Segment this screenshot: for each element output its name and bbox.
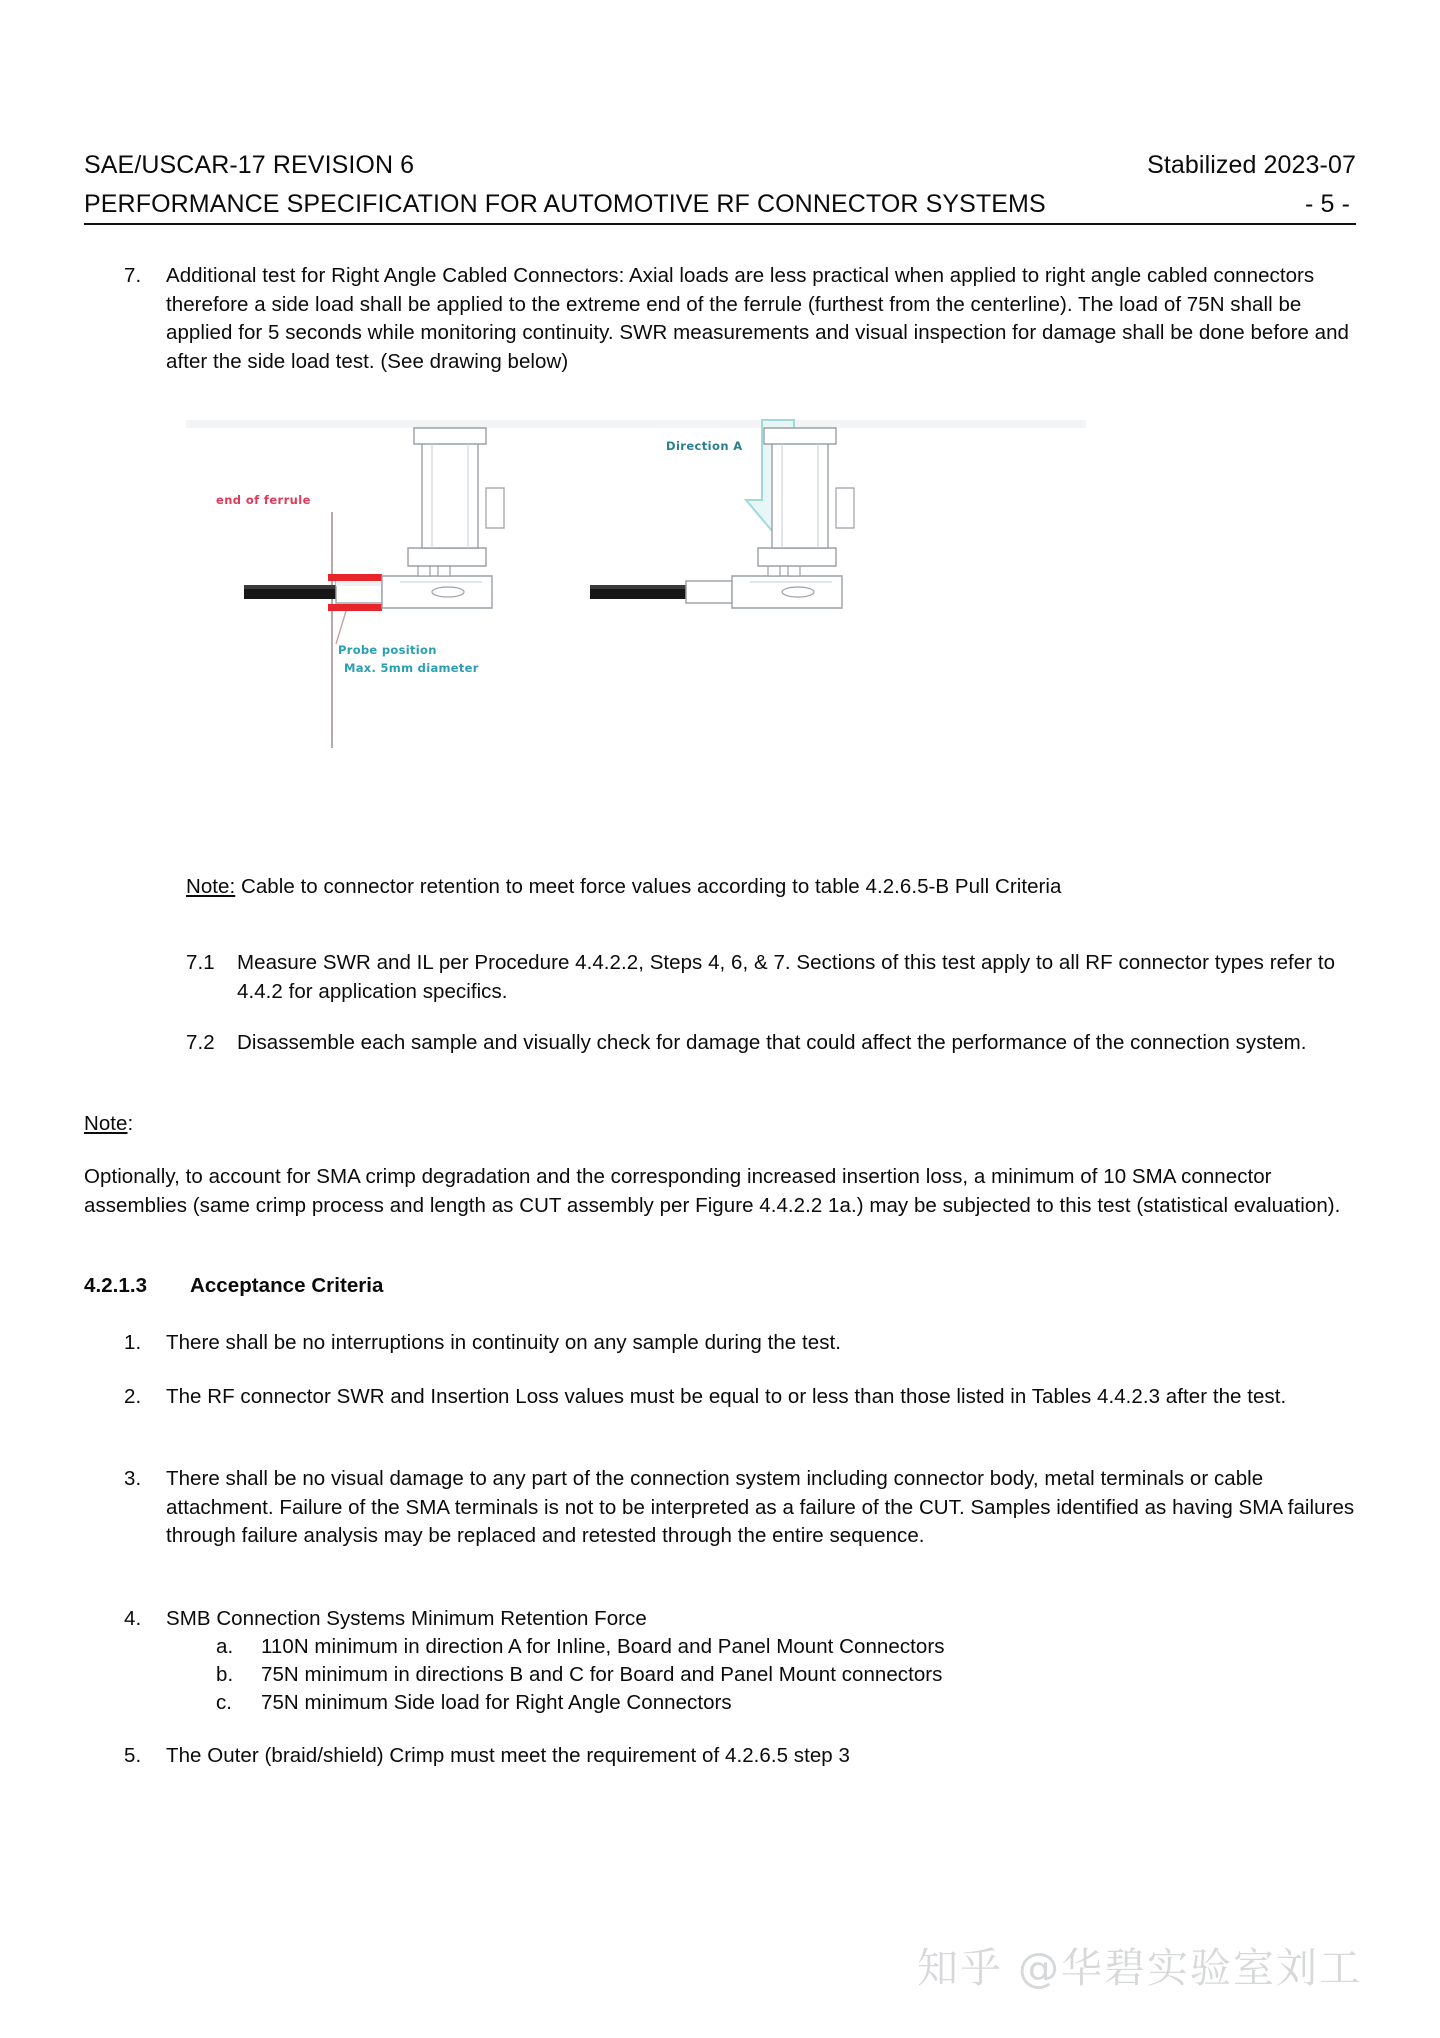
list-item-7-2-text: Disassemble each sample and visually check for damage that could affect the performance of the connection system. xyxy=(237,1031,1307,1054)
criteria-item-4b xyxy=(216,1661,1366,1690)
criteria-item-4c xyxy=(216,1689,1366,1718)
criteria-item-3 xyxy=(124,1465,1374,1551)
criteria-item-3-marker: 3. xyxy=(124,1467,142,1490)
list-item-7-1 xyxy=(186,949,1366,1006)
figure-note xyxy=(186,873,1366,902)
header-row-top xyxy=(84,148,1356,182)
list-item-7-text: Additional test for Right Angle Cabled Connectors: Axial loads are less practical when applied to right angle cabled connectors therefore a side load shall be applied to the extreme end of the ferrule (furthest from the centerline). The load of 75N shall be applied for 5 seconds while monitoring continuity. SWR measurements and visual inspection for damage shall be done before and after the side load test. (See drawing below) xyxy=(166,264,1350,373)
list-item-7-1-text: Measure SWR and IL per Procedure 4.4.2.2, Steps 4, 6, & 7. Sections of this test apply to all RF connector types refer to 4.4.2 for application specifics. xyxy=(237,951,1336,1003)
figure-label-end-of-ferrule: end of ferrule xyxy=(216,493,311,507)
criteria-item-5-text: The Outer (braid/shield) Crimp must meet the requirement of 4.2.6.5 step 3 xyxy=(166,1744,850,1767)
section-heading xyxy=(84,1272,884,1301)
note-heading-colon: : xyxy=(127,1112,134,1135)
page-number: - 5 - xyxy=(1305,190,1350,218)
criteria-item-4-text: SMB Connection Systems Minimum Retention Force xyxy=(166,1607,647,1630)
criteria-item-4c-marker: c. xyxy=(216,1691,233,1714)
criteria-item-1-marker: 1. xyxy=(124,1331,142,1354)
criteria-item-4a-marker: a. xyxy=(216,1635,234,1658)
criteria-item-4 xyxy=(124,1605,1374,1634)
list-item-7 xyxy=(124,262,1364,376)
document-id: SAE/USCAR-17 REVISION 6 xyxy=(84,151,415,179)
list-item-7-2-marker: 7.2 xyxy=(186,1031,215,1054)
page-header xyxy=(84,148,1356,225)
criteria-item-4c-text: 75N minimum Side load for Right Angle Connectors xyxy=(261,1691,732,1714)
list-item-7-2 xyxy=(186,1029,1366,1058)
list-item-7-marker: 7. xyxy=(124,264,142,287)
document-title: PERFORMANCE SPECIFICATION FOR AUTOMOTIVE RF CONNECTOR SYSTEMS xyxy=(84,190,1046,218)
criteria-item-5-marker: 5. xyxy=(124,1744,142,1767)
criteria-item-1-text: There shall be no interruptions in continuity on any sample during the test. xyxy=(166,1331,841,1354)
criteria-item-1 xyxy=(124,1329,1364,1358)
note-heading xyxy=(84,1110,1364,1139)
document-status: Stabilized 2023-07 xyxy=(1147,151,1356,179)
criteria-item-4b-marker: b. xyxy=(216,1663,234,1686)
note-heading-label: Note xyxy=(84,1112,128,1135)
figure-label-direction-a: Direction A xyxy=(666,439,743,453)
probe-band-top xyxy=(328,574,382,581)
criteria-item-3-text: There shall be no visual damage to any part of the connection system including connector body, metal terminals or cable attachment. Failure of the SMA terminals is not to be interpreted as a failure of the CUT. Samples identified as having SMA failures through failure analysis may be replaced and retested through the entire sequence. xyxy=(166,1467,1355,1547)
criteria-item-4a xyxy=(216,1633,1366,1662)
section-title: Acceptance Criteria xyxy=(190,1274,384,1297)
figure-label-probe-diameter: Max. 5mm diameter xyxy=(344,661,479,675)
criteria-item-4b-text: 75N minimum in directions B and C for Board and Panel Mount connectors xyxy=(261,1663,943,1686)
note-paragraph: Optionally, to account for SMA crimp degradation and the corresponding increased insertion loss, a minimum of 10 SMA connector assemblies (same crimp process and length as CUT assembly per Figure 4.4.2.2 1a.) may be subjected to this test (statistical evaluation). xyxy=(84,1165,1341,1217)
section-number: 4.2.1.3 xyxy=(84,1274,148,1297)
criteria-item-4-marker: 4. xyxy=(124,1607,142,1630)
criteria-item-5 xyxy=(124,1742,1374,1771)
criteria-item-2 xyxy=(124,1383,1374,1412)
figure-note-text: Cable to connector retention to meet force values according to table 4.2.6.5-B Pull Criteria xyxy=(235,875,1062,898)
figure-note-label: Note: xyxy=(186,875,236,898)
figure-label-probe-position: Probe position xyxy=(338,643,437,657)
side-load-test-figure xyxy=(186,400,1086,840)
list-item-7-1-marker: 7.1 xyxy=(186,951,215,974)
header-row-title xyxy=(84,187,1356,225)
criteria-item-2-marker: 2. xyxy=(124,1385,142,1408)
criteria-item-4a-text: 110N minimum in direction A for Inline, Board and Panel Mount Connectors xyxy=(261,1635,945,1658)
zhihu-watermark: 知乎 @华碧实验室刘工 xyxy=(916,1944,1362,1992)
probe-band-bottom xyxy=(328,604,382,611)
criteria-item-2-text: The RF connector SWR and Insertion Loss values must be equal to or less than those listed in Tables 4.4.2.3 after the test. xyxy=(166,1385,1287,1408)
